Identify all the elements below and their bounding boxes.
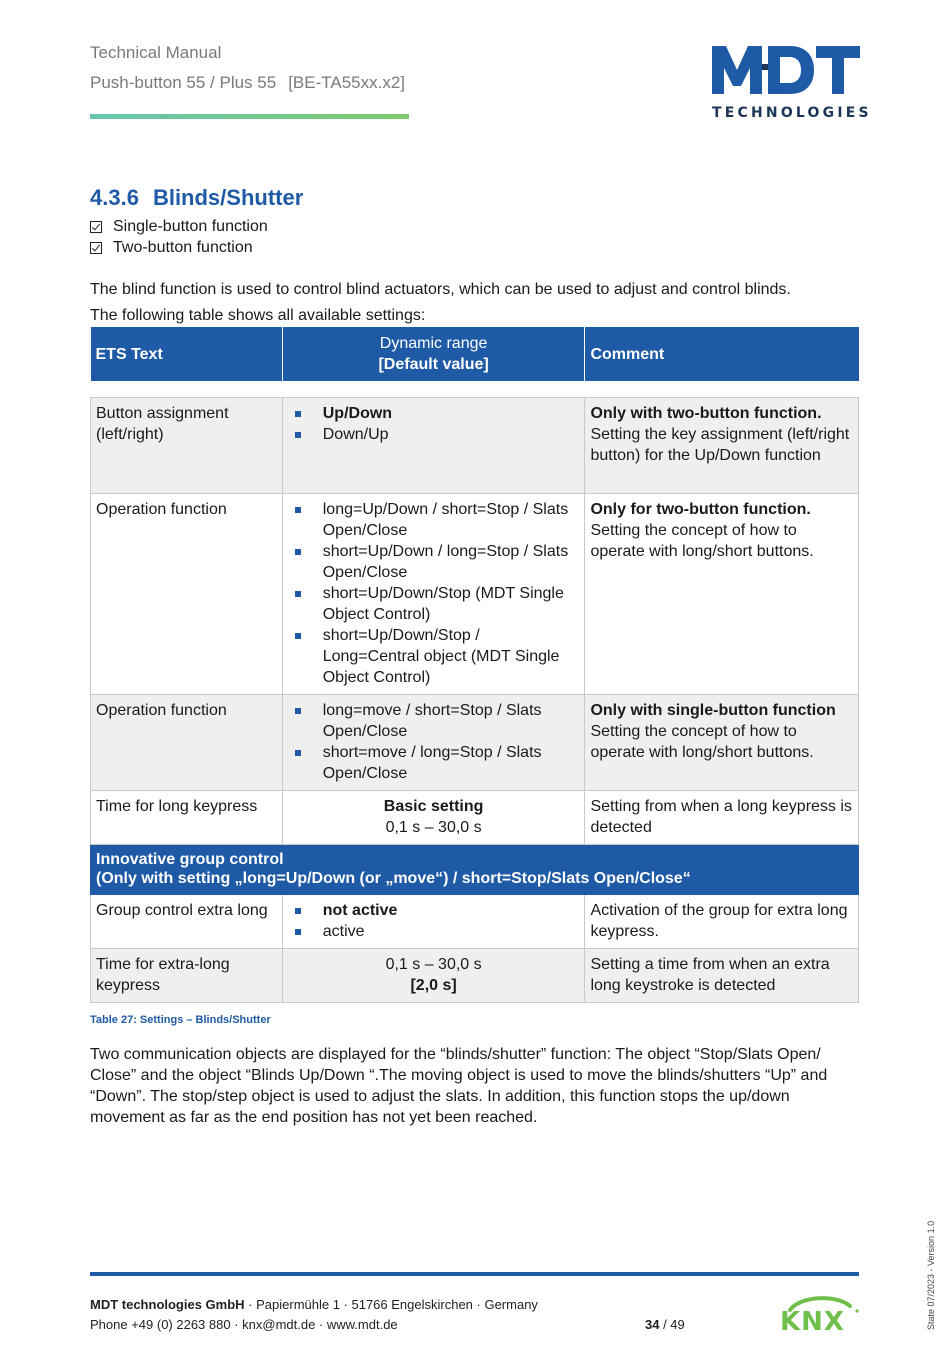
state-version-label: State 07/2023 - Version 1.0 bbox=[926, 1220, 936, 1330]
check-item bbox=[90, 239, 253, 257]
footer-address: · Papiermühle 1 · 51766 Engelskirchen · Germany bbox=[244, 1297, 538, 1312]
option-item: short=Up/Down / long=Stop / Slats Open/Close bbox=[288, 541, 580, 583]
cell-label: Group control extra long bbox=[91, 894, 283, 948]
cell-comment bbox=[585, 694, 859, 790]
range-header-line1: Dynamic range bbox=[379, 335, 488, 352]
table-spacer bbox=[91, 381, 859, 397]
group-header-line2: (Only with setting „long=Up/Down (or „move“) / short=Stop/Slats Open/Close“ bbox=[96, 869, 691, 887]
product-model: [BE-TA55xx.x2] bbox=[288, 73, 406, 92]
mdt-logo-icon bbox=[712, 44, 862, 96]
col-header-ets-text: ETS Text bbox=[91, 327, 283, 381]
comment-text: Setting the concept of how to operate with long/short buttons. bbox=[590, 722, 814, 761]
table-header-row bbox=[91, 327, 859, 381]
cell-options bbox=[282, 493, 585, 694]
option-item: short=move / long=Stop / Slats Open/Close bbox=[288, 742, 580, 784]
range-bold: Basic setting bbox=[383, 797, 484, 815]
table-row bbox=[91, 790, 859, 844]
check-label: Two-button function bbox=[113, 239, 253, 256]
table-row bbox=[91, 493, 859, 694]
checkbox-checked-icon bbox=[90, 221, 102, 233]
section-heading bbox=[90, 185, 303, 211]
comment-text: Setting the concept of how to operate with long/short buttons. bbox=[590, 521, 814, 560]
group-control-header bbox=[91, 844, 859, 894]
range-value: 0,1 s – 30,0 s bbox=[385, 955, 482, 973]
option-item: short=Up/Down/Stop (MDT Single Object Control) bbox=[288, 583, 580, 625]
option-item: long=move / short=Stop / Slats Open/Close bbox=[288, 700, 580, 742]
cell-comment bbox=[585, 493, 859, 694]
cell-range bbox=[282, 948, 585, 1002]
check-label: Single-button function bbox=[113, 218, 268, 235]
comment-bold: Only with two-button function. bbox=[590, 404, 822, 422]
option-item: active bbox=[288, 921, 580, 942]
cell-range bbox=[282, 790, 585, 844]
option-item: long=Up/Down / short=Stop / Slats Open/Close bbox=[288, 499, 580, 541]
footer-bar bbox=[90, 1272, 859, 1276]
page-current: 34 bbox=[645, 1317, 660, 1332]
group-header-line1: Innovative group control bbox=[96, 850, 284, 868]
comment-bold: Only with single-button function bbox=[590, 701, 836, 719]
table-row bbox=[91, 894, 859, 948]
document-title: Technical Manual bbox=[90, 43, 222, 62]
option-item: Up/Down bbox=[288, 403, 580, 424]
footer-contact: Phone +49 (0) 2263 880 · knx@mdt.de · www.mdt.de bbox=[90, 1317, 398, 1332]
cell-comment: Activation of the group for extra long keypress. bbox=[585, 894, 859, 948]
knx-logo-icon bbox=[780, 1294, 860, 1334]
header-accent-bar bbox=[90, 114, 409, 119]
cell-label: Operation function bbox=[91, 493, 283, 694]
product-name: Push-button 55 / Plus 55 bbox=[90, 73, 277, 92]
cell-comment bbox=[585, 397, 859, 493]
cell-comment: Setting a time from when an extra long keystroke is detected bbox=[585, 948, 859, 1002]
footer-company-line bbox=[90, 1297, 538, 1312]
checkbox-checked-icon bbox=[90, 242, 102, 254]
footer-company: MDT technologies GmbH bbox=[90, 1297, 245, 1312]
logo-technologies-text: TECHNOLOGIES bbox=[712, 105, 872, 121]
range-value: 0,1 s – 30,0 s bbox=[385, 818, 482, 836]
comment-bold: Only for two-button function. bbox=[590, 500, 811, 518]
cell-label: Button assignment (left/right) bbox=[91, 397, 283, 493]
cell-comment: Setting from when a long keypress is detected bbox=[585, 790, 859, 844]
cell-label: Operation function bbox=[91, 694, 283, 790]
comment-text: Setting the key assignment (left/right button) for the Up/Down function bbox=[590, 425, 850, 464]
cell-options bbox=[282, 397, 585, 493]
section-title: Blinds/Shutter bbox=[152, 185, 304, 210]
page-total: / 49 bbox=[659, 1317, 685, 1332]
intro-paragraph: The blind function is used to control blind actuators, which can be used to adjust and control blinds. bbox=[90, 281, 791, 298]
table-row bbox=[91, 397, 859, 493]
page-number bbox=[645, 1317, 685, 1332]
check-item bbox=[90, 218, 268, 236]
option-item: not active bbox=[288, 900, 580, 921]
col-header-comment: Comment bbox=[585, 327, 859, 381]
option-item: Down/Up bbox=[288, 424, 580, 445]
cell-label: Time for extra-long keypress bbox=[91, 948, 283, 1002]
table-subheader-row bbox=[91, 844, 859, 894]
option-item: short=Up/Down/Stop / Long=Central object (MDT Single Object Control) bbox=[288, 625, 580, 688]
table-row bbox=[91, 694, 859, 790]
cell-options bbox=[282, 894, 585, 948]
range-default: [2,0 s] bbox=[410, 976, 457, 994]
table-intro: The following table shows all available settings: bbox=[90, 307, 426, 324]
col-header-range bbox=[282, 327, 585, 381]
range-header-line2: [Default value] bbox=[378, 356, 489, 373]
table-caption: Table 27: Settings – Blinds/Shutter bbox=[90, 1014, 271, 1026]
product-subtitle bbox=[90, 73, 417, 93]
settings-table bbox=[90, 327, 859, 1003]
mdt-logo bbox=[712, 44, 872, 124]
table-row bbox=[91, 948, 859, 1002]
body-paragraph: Two communication objects are displayed for the “blinds/shutter” function: The object “Stop/Slats Open/ Close” and the object “Blinds Up/Down “.The moving object is used to move the blinds/shutters “Up” and “Down”. The stop/step object is used to adjust the slats. In addition, this function stops the up/down movement as far as the end position has not yet been reached. bbox=[90, 1046, 828, 1126]
section-number: 4.3.6 bbox=[90, 185, 139, 210]
knx-logo-text: KNX bbox=[780, 1307, 845, 1334]
cell-options bbox=[282, 694, 585, 790]
cell-label: Time for long keypress bbox=[91, 790, 283, 844]
